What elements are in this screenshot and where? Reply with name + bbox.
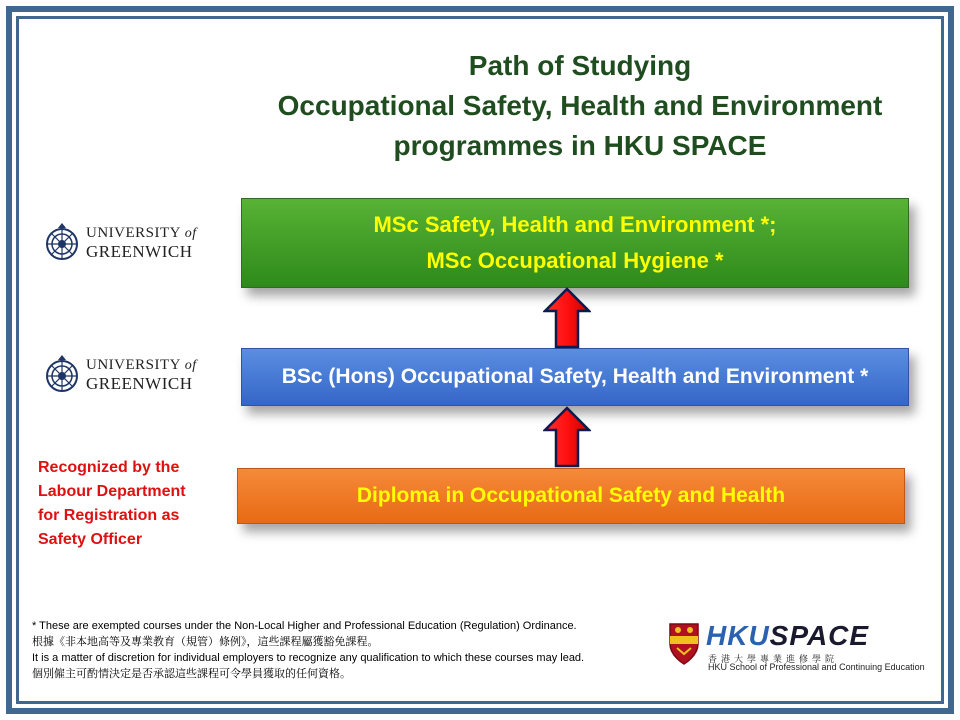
greenwich-logo-msc <box>44 222 197 262</box>
up-arrow-icon <box>543 406 591 468</box>
msc-line-2: MSc Occupational Hygiene * <box>426 248 724 273</box>
hku-word-b: SPACE <box>769 620 870 651</box>
footnote-line-1: * These are exempted courses under the Non-Local Higher and Professional Education (Regulation) Ordinance. <box>32 620 577 632</box>
hku-word-a: HKU <box>706 620 770 651</box>
greenwich-label: GREENWICH <box>86 241 193 261</box>
msc-line-1: MSc Safety, Health and Environment *; <box>373 212 777 237</box>
recognition-line-1: Recognized by the <box>38 459 180 476</box>
greenwich-crest-icon <box>44 354 80 394</box>
footnote-line-2: 根據《非本地高等及專業教育（規管）條例》，這些課程屬獲豁免課程。 <box>32 636 379 648</box>
hku-space-logo <box>668 620 925 672</box>
greenwich-wordmark <box>86 224 197 261</box>
diploma-label: Diploma in Occupational Safety and Health <box>356 484 786 507</box>
title-line-3: programmes in HKU SPACE <box>393 130 767 161</box>
title-line-1: Path of Studying <box>468 50 692 81</box>
hku-chinese-name: 香港大學專業進修學院 <box>708 654 839 664</box>
msc-level-box <box>241 198 909 288</box>
footnote <box>32 618 672 682</box>
hku-space-wordmark <box>706 620 869 652</box>
title-line-2: Occupational Safety, Health and Environment <box>277 90 883 121</box>
footnote-line-4: 個別僱主可酌情決定是否承認這些課程可令學員獲取的任何資格。 <box>32 668 351 680</box>
greenwich-wordmark <box>86 356 197 393</box>
recognition-line-2: Labour Department <box>38 483 186 500</box>
greenwich-label: GREENWICH <box>86 373 193 393</box>
university-of-label: of <box>184 225 197 241</box>
hku-crest-icon <box>668 622 700 666</box>
greenwich-crest-icon <box>44 222 80 262</box>
recognition-line-3: for Registration as <box>38 507 180 524</box>
greenwich-logo-bsc <box>44 354 197 394</box>
university-label: UNIVERSITY <box>86 356 181 373</box>
bsc-level-box <box>241 348 909 406</box>
university-label: UNIVERSITY <box>86 224 181 241</box>
university-of-label: of <box>184 357 197 373</box>
hku-subtitle: HKU School of Professional and Continuing Education <box>708 662 925 672</box>
page-title <box>240 46 920 166</box>
bsc-label: BSc (Hons) Occupational Safety, Health and Environment * <box>281 365 869 388</box>
footnote-line-3: It is a matter of discretion for individual employers to recognize any qualification to which these courses may lead. <box>32 652 585 664</box>
up-arrow-icon <box>543 287 591 349</box>
diploma-level-box <box>237 468 905 524</box>
recognition-line-4: Safety Officer <box>38 531 143 548</box>
recognition-note <box>38 456 228 552</box>
